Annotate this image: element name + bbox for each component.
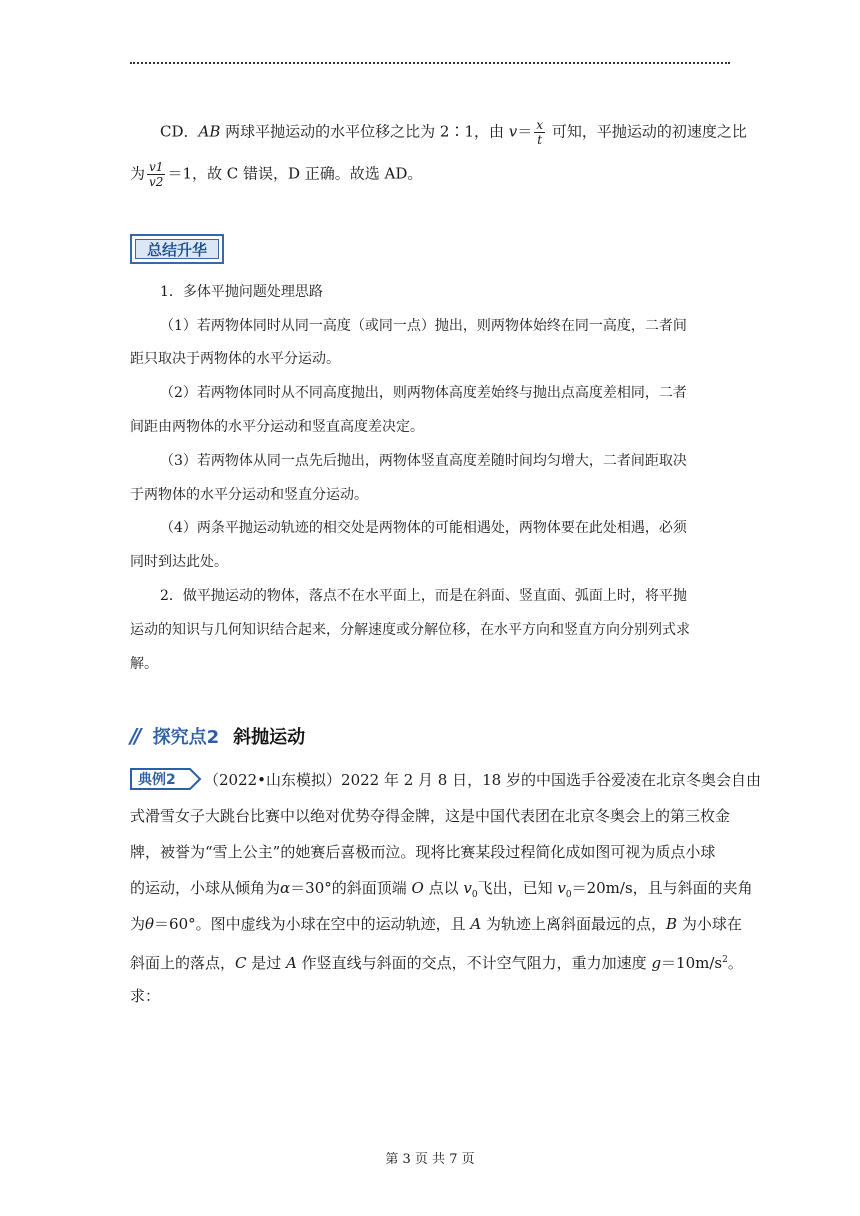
example-line-4: 的运动，小球从倾角为α＝30°的斜面顶端 O 点以 $v_0$飞出，已知 $v_0=20m/s$，且与斜面的夹角 <box>130 879 753 900</box>
summary-point-2b: 运动的知识与几何知识结合起来，分解速度或分解位移，在水平方向和竖直方向分别列式求 <box>130 622 690 638</box>
answer-cd-line2: 为 $\frac{v1}{v2}$ ＝1，故 C 错误，D 正确。故选 AD。 <box>130 160 423 189</box>
summary-1-3a: （3）若两物体从同一点先后抛出，两物体竖直高度差随时间均匀增大，二者间距取决 <box>160 453 687 469</box>
page-footer: 第 3 页 共 7 页 <box>385 1152 475 1167</box>
section-heading <box>130 722 305 750</box>
summary-1-1a: （1）若两物体同时从同一高度（或同一点）抛出，则两物体始终在同一高度，二者间 <box>160 318 687 334</box>
section-title: 斜抛运动 <box>233 727 306 748</box>
example-line-1: （2022•山东模拟）2022 年 2 月 8 日，18 岁的中国选手谷爱凌在北京冬奥会自由 <box>204 771 761 789</box>
summary-point-1: 1．多体平抛问题处理思路 <box>160 284 323 300</box>
fraction-v1-over-v2: $\frac{v1}{v2}$ <box>149 160 164 189</box>
summary-point-2a: 2．做平抛运动的物体，落点不在水平面上，而是在斜面、竖直面、弧面上时，将平抛 <box>160 588 687 604</box>
summary-1-4a: （4）两条平抛运动轨迹的相交处是两物体的可能相遇处，两物体要在此处相遇，必须 <box>160 520 687 536</box>
summary-point-2c: 解。 <box>130 656 158 672</box>
example-tag <box>130 768 176 790</box>
section-slash-icon: // <box>130 724 139 748</box>
example-line-5: 为θ＝60°。图中虚线为小球在空中的运动轨迹，且 A 为轨迹上离斜面最远的点，B 为小球在 <box>130 915 742 933</box>
summary-1-3b: 于两物体的水平分运动和竖直分运动。 <box>130 487 368 503</box>
answer-cd-line1: CD．AB 两球平抛运动的水平位移之比为 2∶1，由 v＝ $\frac{x}{t}$ 可知，平抛运动的初速度之比 <box>160 118 747 147</box>
summary-1-4b: 同时到达此处。 <box>130 554 228 570</box>
summary-badge <box>130 234 224 264</box>
summary-badge-label: 总结升华 <box>135 239 219 259</box>
summary-1-2b: 间距由两物体的水平分运动和竖直高度差决定。 <box>130 419 424 435</box>
example-line-3: 牌，被誉为“雪上公主”的她赛后喜极而泣。现将比赛某段过程简化成如图可视为质点小球 <box>130 843 716 861</box>
summary-1-1b: 距只取决于两物体的水平分运动。 <box>130 351 340 367</box>
header-dotted-rule <box>130 62 730 64</box>
example-tag-label: 典例2 <box>138 772 176 788</box>
section-number: 探究点2 <box>152 727 220 748</box>
summary-1-2a: （2）若两物体同时从不同高度抛出，则两物体高度差始终与抛出点高度差相同，二者 <box>160 385 687 401</box>
fraction-x-over-t: $\frac{x}{t}$ <box>536 118 544 147</box>
example-line-7: 求： <box>130 987 161 1005</box>
example-line-6: 斜面上的落点，C 是过 A 作竖直线与斜面的交点，不计空气阻力，重力加速度 $g=10m/s^2$。 <box>130 954 743 972</box>
example-line-2: 式滑雪女子大跳台比赛中以绝对优势夺得金牌，这是中国代表团在北京冬奥会上的第三枚金 <box>130 807 731 825</box>
